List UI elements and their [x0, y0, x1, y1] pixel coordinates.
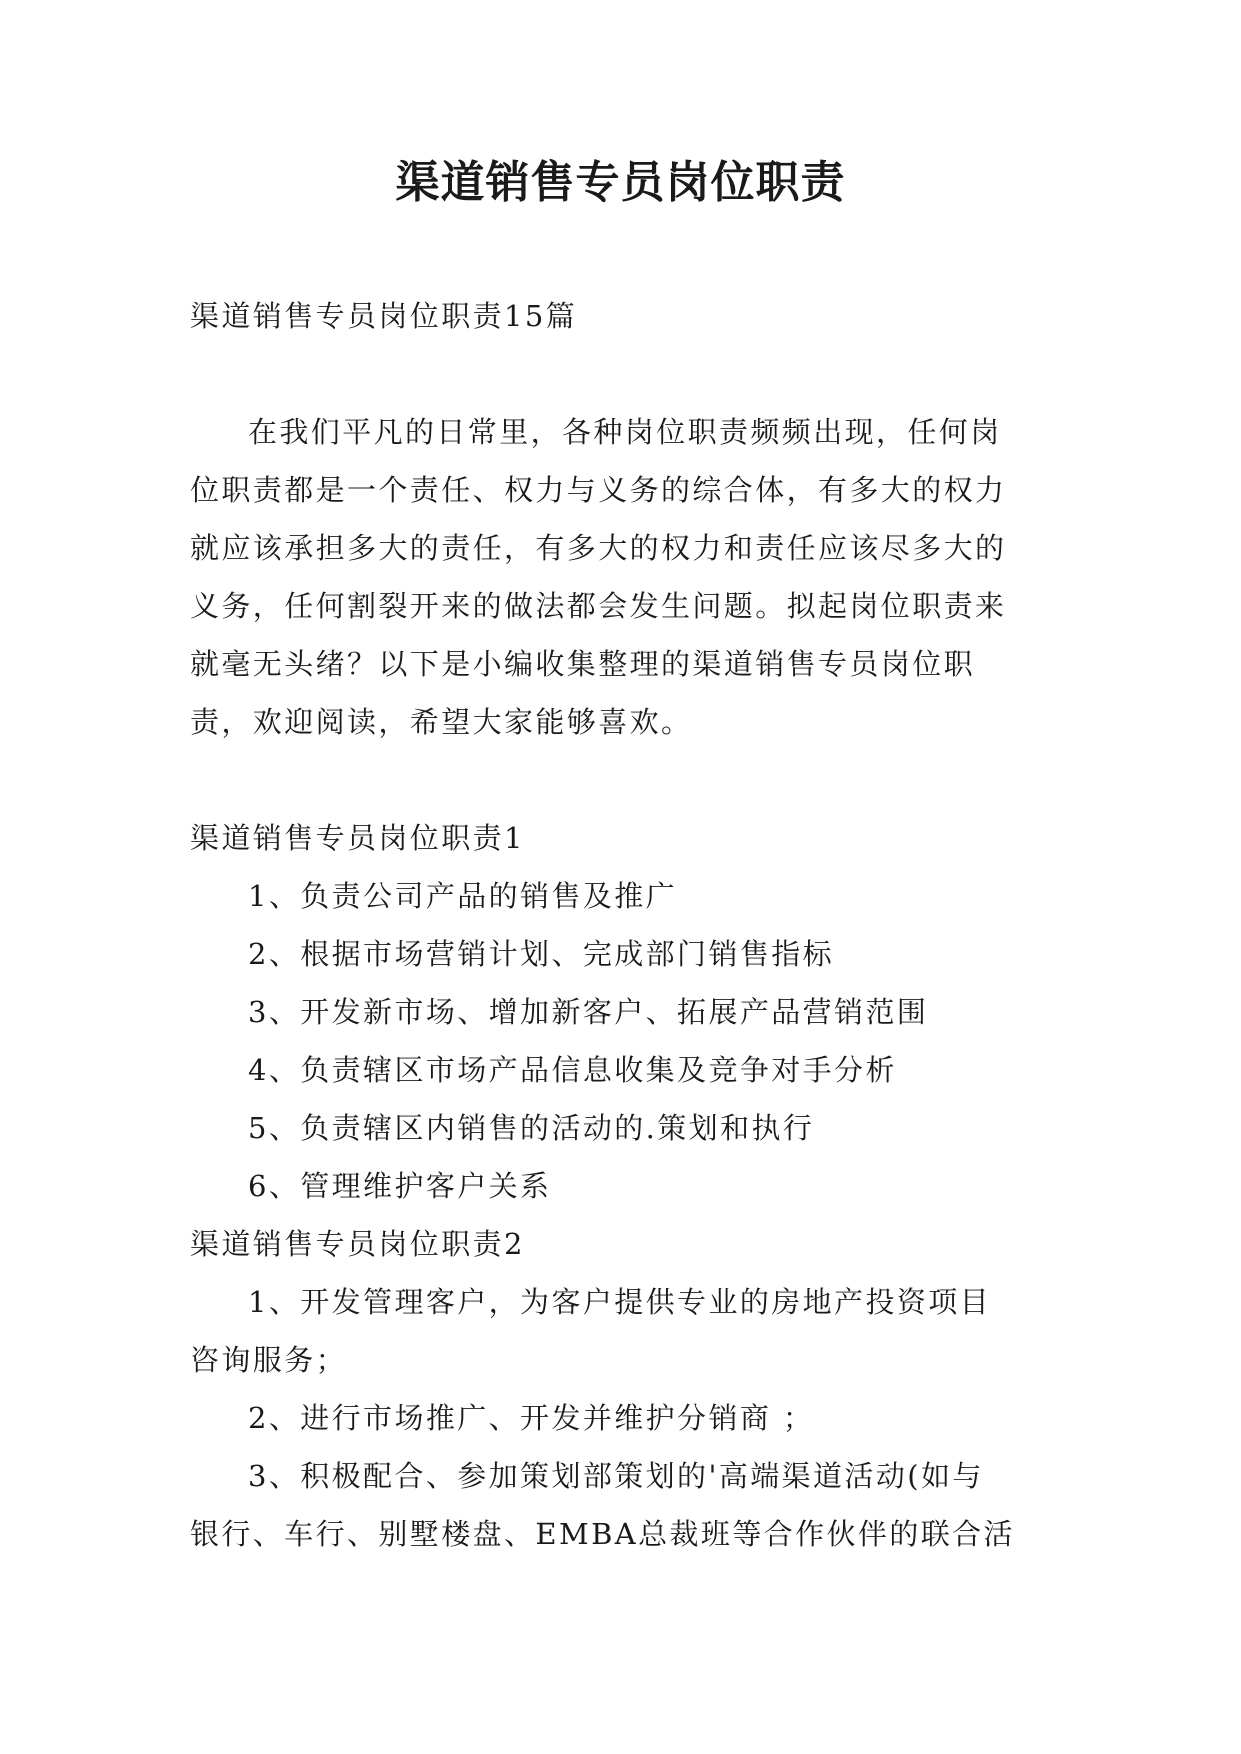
list-item: 1、开发管理客户，为客户提供专业的房地产投资项目 — [248, 1285, 992, 1319]
section-2 — [190, 1215, 1052, 1563]
intro-line: 就应该承担多大的责任，有多大的权力和责任应该尽多大的 — [190, 531, 1007, 565]
list-item: 2、根据市场营销计划、完成部门销售指标 — [248, 937, 835, 971]
section-heading: 渠道销售专员岗位职责1 — [190, 821, 525, 855]
document-body — [190, 287, 1052, 1563]
list-item: 3、开发新市场、增加新客户、拓展产品营销范围 — [248, 995, 929, 1029]
list-item: 5、负责辖区内销售的活动的.策划和执行 — [248, 1111, 815, 1145]
document-subtitle: 渠道销售专员岗位职责15篇 — [190, 299, 578, 333]
list-item: 6、管理维护客户关系 — [248, 1169, 552, 1203]
intro-paragraph — [190, 403, 1052, 751]
spacer — [190, 751, 1052, 809]
section-heading: 渠道销售专员岗位职责2 — [190, 1227, 525, 1261]
intro-line: 就毫无头绪？以下是小编收集整理的渠道销售专员岗位职 — [190, 647, 976, 681]
list-item: 4、负责辖区市场产品信息收集及竞争对手分析 — [248, 1053, 897, 1087]
list-item: 1、负责公司产品的销售及推广 — [248, 879, 678, 913]
intro-line: 责，欢迎阅读，希望大家能够喜欢。 — [190, 705, 693, 739]
section-1 — [190, 809, 1052, 1215]
list-item: 2、进行市场推广、开发并维护分销商 ； — [248, 1401, 815, 1435]
intro-line: 义务，任何割裂开来的做法都会发生问题。拟起岗位职责来 — [190, 589, 1007, 623]
spacer — [190, 345, 1052, 403]
list-item: 3、积极配合、参加策划部策划的'高端渠道活动(如与 — [248, 1459, 984, 1493]
list-item-continuation: 银行、车行、别墅楼盘、EMBA总裁班等合作伙伴的联合活 — [190, 1517, 1015, 1551]
intro-line: 位职责都是一个责任、权力与义务的综合体，有多大的权力 — [190, 473, 1007, 507]
document-title: 渠道销售专员岗位职责 — [395, 157, 846, 208]
intro-line: 在我们平凡的日常里，各种岗位职责频频出现，任何岗 — [248, 415, 1002, 449]
list-item-continuation: 咨询服务； — [190, 1343, 348, 1377]
